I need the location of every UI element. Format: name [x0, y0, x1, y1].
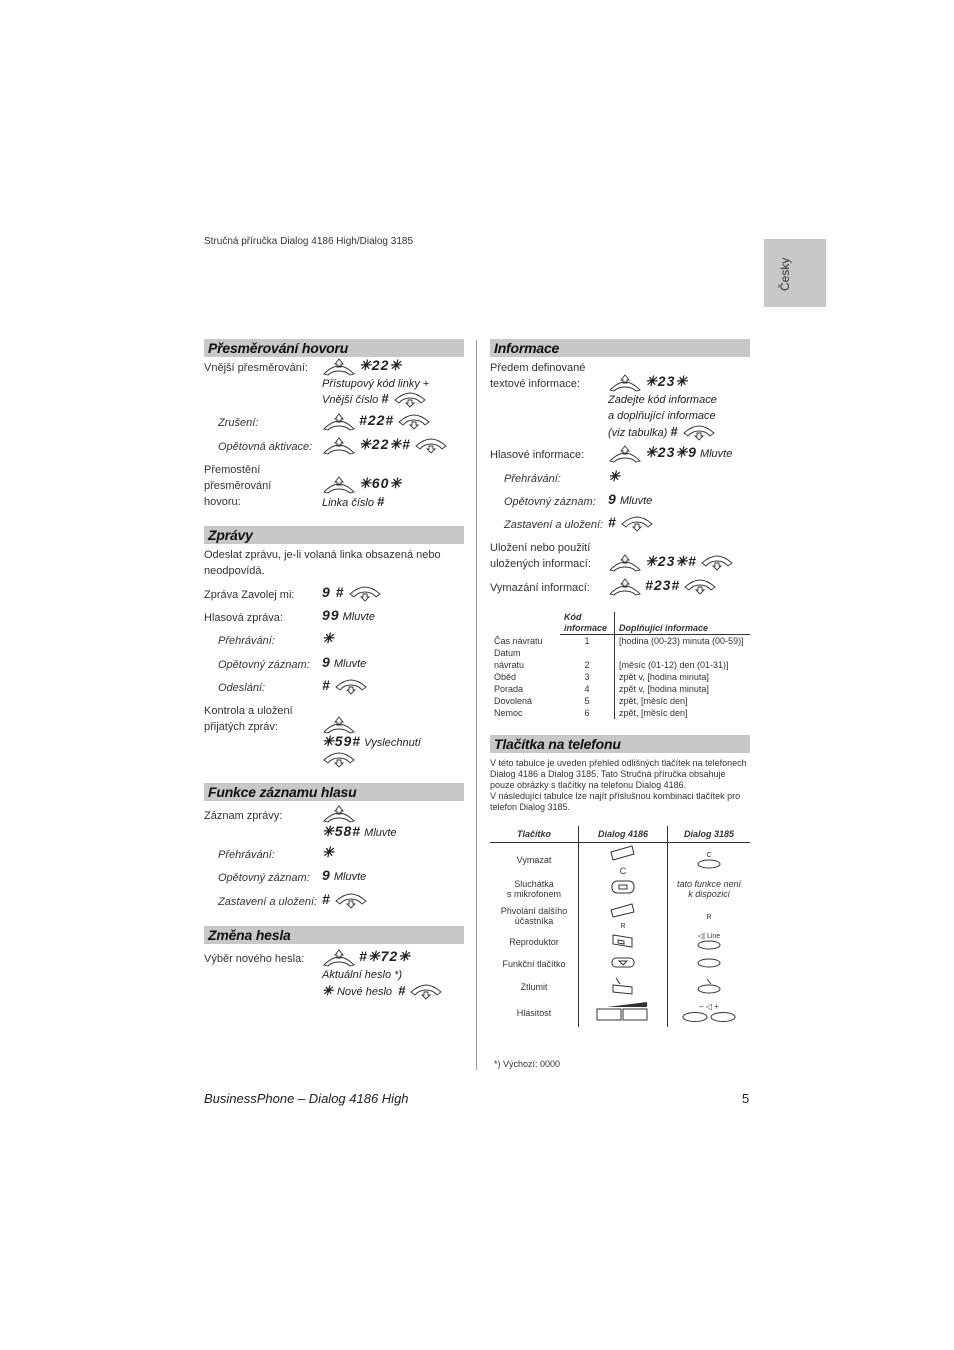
info-code: 3 — [560, 671, 615, 683]
info-additional: zpět v, [hodina minuta] — [619, 672, 709, 682]
info-additional: zpět, [měsíc den] — [619, 696, 688, 706]
information-section — [490, 339, 750, 357]
key-sequence: ✳60✳ — [359, 475, 403, 491]
recall-key-4186 — [579, 901, 668, 931]
voice-message-action — [322, 607, 375, 625]
stop-save-action — [608, 514, 654, 532]
bypass-label-1: Přemostění — [204, 464, 261, 476]
row-label-recall — [490, 901, 579, 931]
volume-keys-4186 — [579, 999, 668, 1027]
page-number: 5 — [742, 1091, 750, 1106]
volume-buttons-icon — [681, 1011, 737, 1023]
star-key: ✳ — [322, 983, 334, 998]
offhook-icon — [608, 554, 642, 572]
erase-label: Vymazání informací: — [490, 582, 590, 594]
running-header: Stručná příručka Dialog 4186 High/Dialog 3185 — [204, 236, 414, 247]
volume-keys-3185 — [668, 999, 751, 1027]
key-sequence: #✳72✳ — [359, 948, 411, 964]
access-code-text: Přístupový kód linky — [322, 378, 420, 390]
info-name: Datum — [494, 648, 521, 658]
hash-key: # — [377, 494, 386, 509]
key-sequence: ✳22✳# — [359, 436, 411, 452]
rerecord-action — [322, 654, 366, 672]
row-label-headset — [490, 877, 579, 901]
mute-key-4186 — [579, 975, 668, 999]
cancel-label: Zrušení: — [218, 417, 259, 429]
info-table-row — [490, 647, 750, 659]
row-label-volume: Hlasitost — [516, 1008, 552, 1018]
recall-button-icon — [608, 902, 638, 918]
playback-label: Přehrávání: — [218, 635, 275, 647]
mute-button-icon — [696, 977, 722, 995]
key-sequence: 99 — [322, 607, 340, 623]
info-additional: [hodina (00-23) minuta (00-59)] — [619, 636, 744, 646]
plus-sign: + — [422, 378, 430, 390]
key-sequence: #23# — [645, 577, 681, 593]
key-sequence: # — [608, 514, 617, 530]
info-code: 4 — [560, 683, 615, 695]
playback-action — [322, 844, 335, 862]
predefined-label-2: textové informace: — [490, 378, 580, 390]
playback-action — [322, 630, 335, 648]
info-code: 2 — [560, 659, 615, 671]
intro-line: pouze obrázky s tlačítky na telefonu Dialog 4186. — [490, 780, 687, 790]
key-sequence: ✳ — [322, 844, 335, 860]
cancel-action — [322, 412, 431, 431]
see-table-line — [608, 424, 716, 441]
save-use-action — [608, 553, 734, 572]
info-name: Oběd — [494, 672, 517, 682]
buttons-table — [490, 826, 750, 1027]
function-button-icon — [610, 956, 636, 970]
record-action — [322, 823, 397, 841]
access-code-line — [322, 376, 429, 392]
key-sequence: # — [322, 677, 331, 693]
speaker-key-3185 — [668, 931, 751, 953]
onhook-icon — [682, 425, 716, 441]
messages-section — [204, 526, 464, 544]
messages-intro: Odeslat zprávu, je-li volaná linka obsazená nebo neodpovídá. — [204, 549, 441, 577]
recall-key-3185 — [668, 901, 751, 931]
language-tab-label: Česky — [778, 257, 792, 291]
info-name: Dovolená — [494, 696, 533, 706]
clear-letter: C — [619, 866, 627, 876]
onhook-icon — [334, 893, 368, 909]
key-sequence: ✳58# — [322, 823, 362, 839]
speak-text: Mluvte — [364, 827, 397, 839]
key-sequence: ✳59# — [322, 733, 362, 749]
offhook-icon — [608, 445, 642, 463]
playback-label: Přehrávání: — [218, 849, 275, 861]
stop-save-label: Zastavení a uložení: — [218, 896, 318, 908]
info-additional — [615, 647, 751, 659]
headset-line-2: s mikrofonem — [506, 889, 561, 899]
speaker-button-icon — [610, 932, 636, 950]
onhook-icon — [348, 586, 382, 602]
speaker-key-4186 — [579, 931, 668, 953]
not-available-line-1: tato funkce není — [676, 879, 742, 889]
key-sequence: ✳ — [608, 468, 621, 484]
offhook-icon — [322, 716, 356, 734]
language-tab — [764, 239, 826, 307]
enter-code-text: Zadejte kód informace — [608, 394, 717, 406]
bypass-label-3: hovoru: — [204, 496, 241, 508]
check-label-1: Kontrola a uložení — [204, 705, 293, 717]
info-code-table — [490, 612, 750, 719]
record-label: Záznam zprávy: — [204, 810, 283, 822]
new-password-action — [322, 948, 411, 967]
col-header-code-1: Kód — [564, 612, 582, 622]
onhook-icon — [620, 516, 654, 532]
info-name: Čas návratu — [494, 635, 543, 646]
external-number-text: Vnější číslo — [322, 394, 379, 406]
onhook-icon — [700, 555, 734, 571]
not-available-line-2: k dispozici — [688, 889, 730, 899]
erase-action — [608, 577, 717, 596]
offhook-icon — [322, 413, 356, 431]
save-use-label-1: Uložení nebo použití — [490, 542, 591, 554]
bypass-label-2: přesměrování — [204, 480, 272, 492]
additional-info-text: a doplňující informace — [608, 410, 716, 422]
clear-button-icon — [608, 844, 638, 864]
offhook-icon — [322, 437, 356, 455]
voice-info-label: Hlasové informace: — [490, 449, 585, 461]
recall-letter: R — [620, 923, 626, 930]
footer-title: BusinessPhone – Dialog 4186 High — [204, 1091, 409, 1106]
call-me-action — [322, 584, 382, 602]
column-divider — [476, 340, 477, 1070]
headset-line-1: Sluchátka — [514, 879, 554, 889]
save-use-label-2: uložených informací: — [490, 558, 591, 570]
reactivate-label: Opětovná aktivace: — [218, 441, 313, 453]
info-additional: zpět, [měsíc den] — [619, 708, 688, 718]
hash-key: # — [398, 983, 407, 998]
key-sequence: # — [322, 891, 331, 907]
section-title-call-forwarding: Přesměrování hovoru — [204, 339, 464, 357]
not-available-cell — [668, 877, 751, 901]
see-table-text: (viz tabulka) — [608, 427, 668, 439]
intro-line: V této tabulce je uveden přehled odlišných tlačítek na telefonech — [490, 758, 747, 768]
rerecord-label: Opětovný záznam: — [218, 659, 310, 671]
clear-key-4186 — [579, 843, 668, 878]
left-column — [204, 339, 464, 357]
voice-recording-section — [204, 783, 464, 801]
section-title-password: Změna hesla — [204, 926, 464, 944]
key-sequence: 9 # — [322, 584, 345, 600]
col-header-additional: Doplňující informace — [615, 612, 751, 635]
row-label-clear: Vymazat — [516, 855, 552, 865]
key-sequence: 9 — [322, 867, 331, 883]
speak-text: Mluvte — [333, 658, 367, 670]
intro-line: V následující tabulce lze najít příslušnou kombinaci tlačítek pro — [490, 791, 741, 801]
info-name: Porada — [494, 684, 524, 694]
minus-sign: – — [699, 1001, 704, 1011]
section-title-messages: Zprávy — [204, 526, 464, 544]
row-label-function: Funkční tlačítko — [502, 959, 566, 969]
offhook-icon — [322, 949, 356, 967]
external-number-line — [322, 391, 427, 408]
send-label: Odeslání: — [218, 682, 266, 694]
voice-info-action — [608, 444, 732, 463]
offhook-icon — [608, 374, 642, 392]
speak-text: Mluvte — [699, 448, 733, 460]
info-table-row — [490, 659, 750, 671]
row-label-mute: Ztlumit — [520, 982, 548, 992]
onhook-icon — [393, 392, 427, 408]
row-label-speaker: Reproduktor — [509, 937, 559, 947]
headset-button-icon — [610, 879, 636, 897]
key-sequence: ✳23✳9 — [645, 444, 697, 460]
col-header-button: Tlačítko — [490, 826, 579, 843]
function-key-4186 — [579, 953, 668, 975]
intro-line: telefon Dialog 3185. — [490, 802, 571, 812]
rerecord-label: Opětovný záznam: — [504, 496, 596, 508]
onhook-icon — [322, 752, 356, 768]
call-me-label: Zpráva Zavolej mi: — [204, 589, 295, 601]
onhook-icon — [414, 438, 448, 454]
speak-text: Mluvte — [342, 611, 376, 623]
onhook-icon — [683, 579, 717, 595]
section-title-phone-buttons: Tlačítka na telefonu — [490, 735, 750, 753]
offhook-icon — [322, 805, 356, 823]
section-title-information: Informace — [490, 339, 750, 357]
offhook-icon — [322, 476, 356, 494]
new-password-label: Výběr nového hesla: — [204, 953, 305, 965]
recall-line-2: účastníka — [514, 916, 554, 926]
key-sequence: ✳23✳# — [645, 553, 697, 569]
info-table-row — [490, 695, 750, 707]
speak-text: Mluvte — [619, 495, 653, 507]
key-sequence: #22# — [359, 412, 395, 428]
predefined-action — [608, 373, 688, 392]
info-table-row — [490, 683, 750, 695]
external-forwarding-label: Vnější přesměrování: — [204, 362, 308, 374]
line-number-text: Linka číslo — [322, 497, 374, 509]
key-sequence: ✳23✳ — [645, 373, 689, 389]
bypass-action — [322, 475, 402, 494]
col-header-dialog4186: Dialog 4186 — [579, 826, 668, 843]
col-header-code-2: informace — [564, 623, 608, 633]
listen-text: Vyslechnutí — [364, 737, 421, 749]
predefined-label-1: Předem definované — [490, 362, 586, 374]
key-sequence: ✳22✳ — [359, 357, 403, 373]
info-additional: zpět v, [hodina minuta] — [619, 684, 709, 694]
rerecord-label: Opětovný záznam: — [218, 872, 310, 884]
info-code: 5 — [560, 695, 615, 707]
external-forwarding-action — [322, 357, 402, 376]
buttons-intro — [490, 758, 752, 813]
mute-button-icon — [610, 976, 636, 996]
clear-key-3185 — [668, 843, 751, 878]
function-key-3185 — [668, 953, 751, 975]
info-additional: [měsíc (01-12) den (01-31)] — [619, 660, 729, 670]
plus-sign: + — [714, 1001, 719, 1011]
intro-line: Dialog 4186 a Dialog 3185. Tato Stručná příručka obsahuje — [490, 769, 726, 779]
hash-key: # — [670, 424, 679, 439]
new-password-text: Nové heslo — [336, 986, 393, 998]
clear-button-icon — [696, 859, 722, 869]
send-action — [322, 677, 368, 695]
volume-rocker-icon — [595, 1001, 651, 1023]
info-table-row — [490, 707, 750, 719]
info-name: návratu — [494, 660, 525, 670]
mute-key-3185 — [668, 975, 751, 999]
speaker-button-icon — [696, 940, 722, 950]
playback-action — [608, 468, 621, 486]
volume-signs: – ◁ + — [699, 1001, 719, 1011]
info-name: Nemoc — [494, 708, 523, 718]
info-table-row — [490, 671, 750, 683]
info-code — [560, 647, 615, 659]
onhook-icon — [334, 679, 368, 695]
check-label-2: přijatých zpráv: — [204, 721, 278, 733]
password-section — [204, 926, 464, 944]
info-table-row — [490, 635, 750, 648]
offhook-icon — [608, 578, 642, 596]
onhook-icon — [397, 414, 431, 430]
footnote: *) Výchozí: 0000 — [494, 1059, 561, 1069]
buttons-section — [490, 735, 750, 753]
stop-save-action — [322, 891, 368, 909]
info-code: 6 — [560, 707, 615, 719]
playback-label: Přehrávání: — [504, 473, 561, 485]
offhook-icon — [322, 358, 356, 376]
recall-letter: R — [706, 914, 712, 921]
line-number-line — [322, 494, 385, 511]
voice-message-label: Hlasová zpráva: — [204, 612, 283, 624]
section-title-voice-recording: Funkce záznamu hlasu — [204, 783, 464, 801]
line-label: ◁| Line — [697, 933, 721, 940]
stop-save-label: Zastavení a uložení: — [504, 519, 604, 531]
reactivate-action — [322, 436, 448, 455]
onhook-icon — [409, 984, 443, 1000]
clear-letter: C — [706, 852, 712, 859]
key-sequence: ✳ — [322, 630, 335, 646]
hash-key: # — [381, 391, 390, 406]
col-header-dialog3185: Dialog 3185 — [668, 826, 751, 843]
rerecord-action — [322, 867, 366, 885]
headset-key-4186 — [579, 877, 668, 901]
function-button-icon — [696, 958, 722, 968]
rerecord-action — [608, 491, 652, 509]
speak-text: Mluvte — [333, 871, 367, 883]
recall-line-1: Přivolání dalšího — [500, 906, 568, 916]
new-password-line — [322, 983, 443, 1000]
col-header-code — [560, 612, 615, 635]
info-code: 1 — [560, 635, 615, 648]
key-sequence: 9 — [608, 491, 617, 507]
check-action — [322, 733, 421, 751]
key-sequence: 9 — [322, 654, 331, 670]
current-password-text: Aktuální heslo *) — [322, 969, 403, 981]
